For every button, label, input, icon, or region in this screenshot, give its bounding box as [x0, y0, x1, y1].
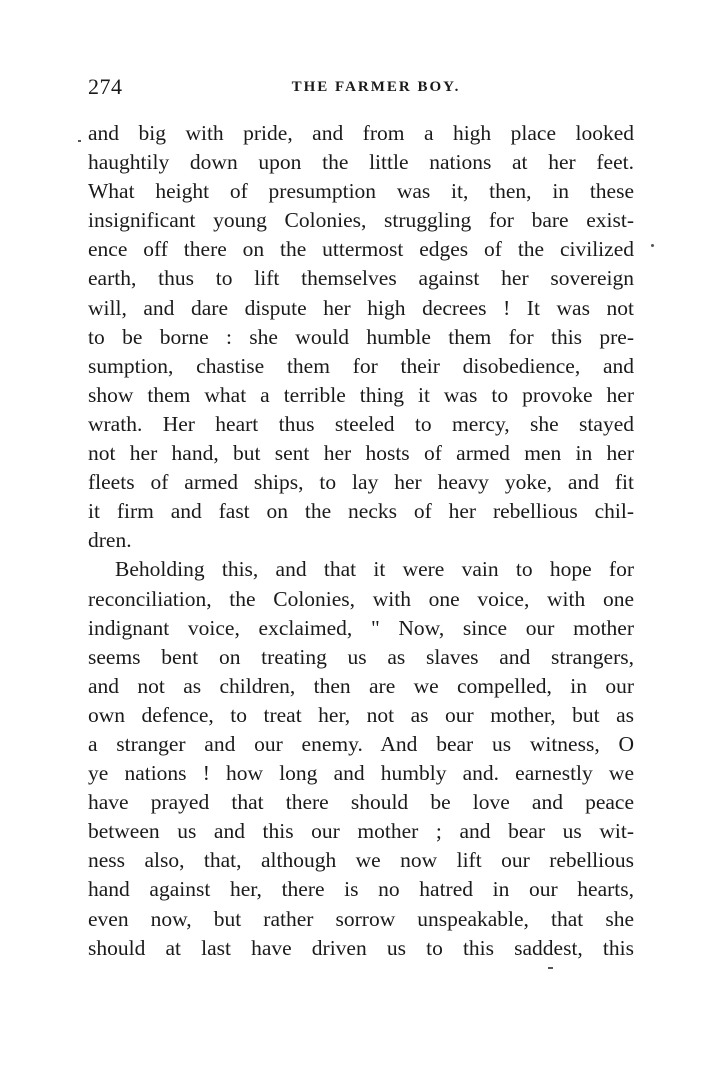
- text-line: show them what a terrible thing it was to provoke her: [88, 382, 634, 407]
- text-line: should at last have driven us to this saddest, this: [88, 935, 634, 960]
- text-line: haughtily down upon the little nations at her feet.: [88, 150, 634, 175]
- text-line: between us and this our mother ; and bear us wit-: [88, 819, 634, 844]
- text-line: hand against her, there is no hatred in our hearts,: [88, 877, 634, 902]
- text-line: and big with pride, and from a high place looked: [88, 121, 634, 145]
- text-line: a stranger and our enemy. And bear us witness, O: [88, 731, 634, 756]
- paragraph-2: [88, 555, 634, 962]
- text-line: insignificant young Colonies, struggling for bare exist-: [88, 208, 634, 233]
- paragraph-1: [88, 119, 634, 555]
- body-text: [88, 119, 634, 963]
- text-line: not her hand, but sent her hosts of armed men in her: [88, 441, 634, 466]
- print-speck: [651, 244, 654, 247]
- text-line: indignant voice, exclaimed, " Now, since our mother: [88, 615, 634, 640]
- text-line: reconciliation, the Colonies, with one voice, with one: [88, 586, 634, 611]
- text-line: ness also, that, although we now lift our rebellious: [88, 848, 634, 873]
- text-line: ence off there on the uttermost edges of the civilized: [88, 237, 634, 262]
- text-line: sumption, chastise them for their disobedience, and: [88, 353, 634, 378]
- page-header: [88, 70, 634, 104]
- text-line: What height of presumption was it, then, in these: [88, 179, 634, 204]
- text-line: it firm and fast on the necks of her rebellious chil-: [88, 499, 634, 524]
- text-line: dren.: [88, 528, 132, 553]
- page-number: 274: [88, 74, 123, 99]
- text-line: have prayed that there should be love and peace: [88, 790, 634, 815]
- print-speck: [78, 140, 81, 142]
- print-speck: [548, 967, 553, 969]
- running-head: THE FARMER BOY.: [291, 79, 461, 95]
- text-line: Beholding this, and that it were vain to hope for: [115, 557, 634, 582]
- text-line: and not as children, then are we compelled, in our: [88, 673, 634, 698]
- text-line: even now, but rather sorrow unspeakable, that she: [88, 906, 634, 931]
- text-line: fleets of armed ships, to lay her heavy yoke, and fit: [88, 470, 634, 495]
- text-line: earth, thus to lift themselves against her sovereign: [88, 266, 634, 291]
- text-line: ye nations ! how long and humbly and. earnestly we: [88, 761, 634, 786]
- text-line: will, and dare dispute her high decrees ! It was not: [88, 295, 634, 320]
- text-line: seems bent on treating us as slaves and strangers,: [88, 644, 634, 669]
- text-line: to be borne : she would humble them for this pre-: [88, 324, 634, 349]
- text-line: own defence, to treat her, not as our mother, but as: [88, 702, 634, 727]
- text-line: wrath. Her heart thus steeled to mercy, she stayed: [88, 411, 634, 436]
